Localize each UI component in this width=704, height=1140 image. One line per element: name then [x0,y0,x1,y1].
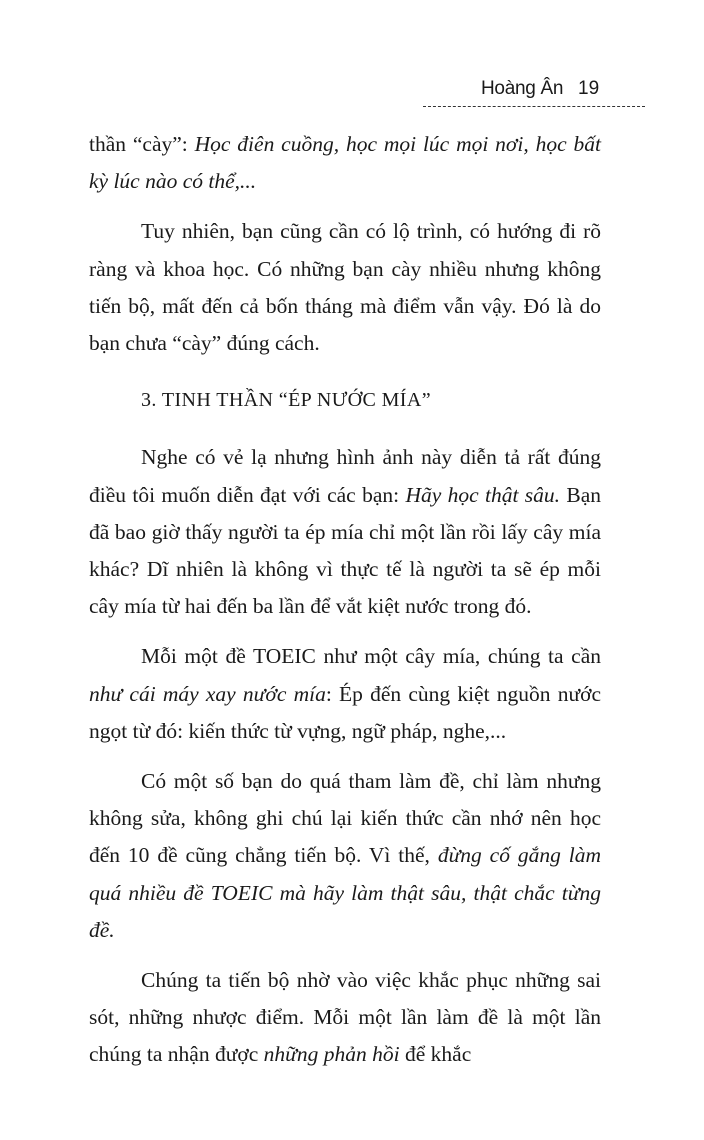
paragraph-6 [89,962,601,1074]
paragraph-5 [89,763,601,949]
paragraph-4-text-a: Mỗi một đề TOEIC như một cây mía, chúng ta cần [141,644,601,669]
paragraph-4 [89,638,601,750]
paragraph-6-text-b: để khắc [399,1042,472,1067]
paragraph-4-text-b: : Ép đến cùng kiệt nguồn nước ngọt từ đó: kiến thức từ vựng, ngữ pháp, nghe,... [89,681,602,743]
paragraph-1 [89,126,601,200]
paragraph-6-text-a: Chúng ta tiến bộ nhờ vào việc khắc phục những sai sót, những nhược điểm. Mỗi một lần làm đề là một lần chúng ta nhận được [89,968,601,1067]
paragraph-4-italic: như cái máy xay nước mía [89,681,326,706]
paragraph-3 [89,439,601,625]
page-number: 19 [578,78,600,99]
paragraph-6-italic: những phản hồi [263,1042,400,1067]
paragraph-3-italic: Hãy học thật sâu. [405,482,561,507]
paragraph-3-text-b: Bạn đã bao giờ thấy người ta ép mía chỉ một lần rồi lấy cây mía khác? Dĩ nhiên là không vì thực tế là người ta sẽ ép mỗi cây mía từ hai đến ba lần để vắt kiệt nước trong đó. [89,482,601,619]
paragraph-5-italic: đừng cố gắng làm quá nhiều đề TOEIC mà hãy làm thật sâu, thật chắc từng đề. [89,843,601,942]
paragraph-3-text-a: Nghe có vẻ lạ nhưng hình ảnh này diễn tả rất đúng điều tôi muốn diễn đạt với các bạn: [89,445,601,507]
paragraph-1-text: thần “cày”: [89,132,195,156]
paragraph-2-text: Tuy nhiên, bạn cũng cần có lộ trình, có hướng đi rõ ràng và khoa học. Có những bạn cày nhiều nhưng không tiến bộ, mất đến cả bốn tháng mà điểm vẫn vậy. Đó là do bạn chưa “cày” đúng cách. [89,219,601,356]
paragraph-5-text: Có một số bạn do quá tham làm đề, chỉ làm nhưng không sửa, không ghi chú lại kiến thức cần nhớ nên học đến 10 đề cũng chẳng tiến bộ. Vì thế, [89,769,601,868]
paragraph-2 [89,213,601,362]
section-heading: 3. TINH THẦN “ÉP NƯỚC MÍA” [141,389,431,412]
header-author: Hoàng Ân [481,78,564,99]
running-header [423,78,645,107]
page-body [89,126,601,1074]
paragraph-1-italic: Học điên cuồng, học mọi lúc mọi nơi, học bất kỳ lúc nào có thể,... [89,132,601,194]
